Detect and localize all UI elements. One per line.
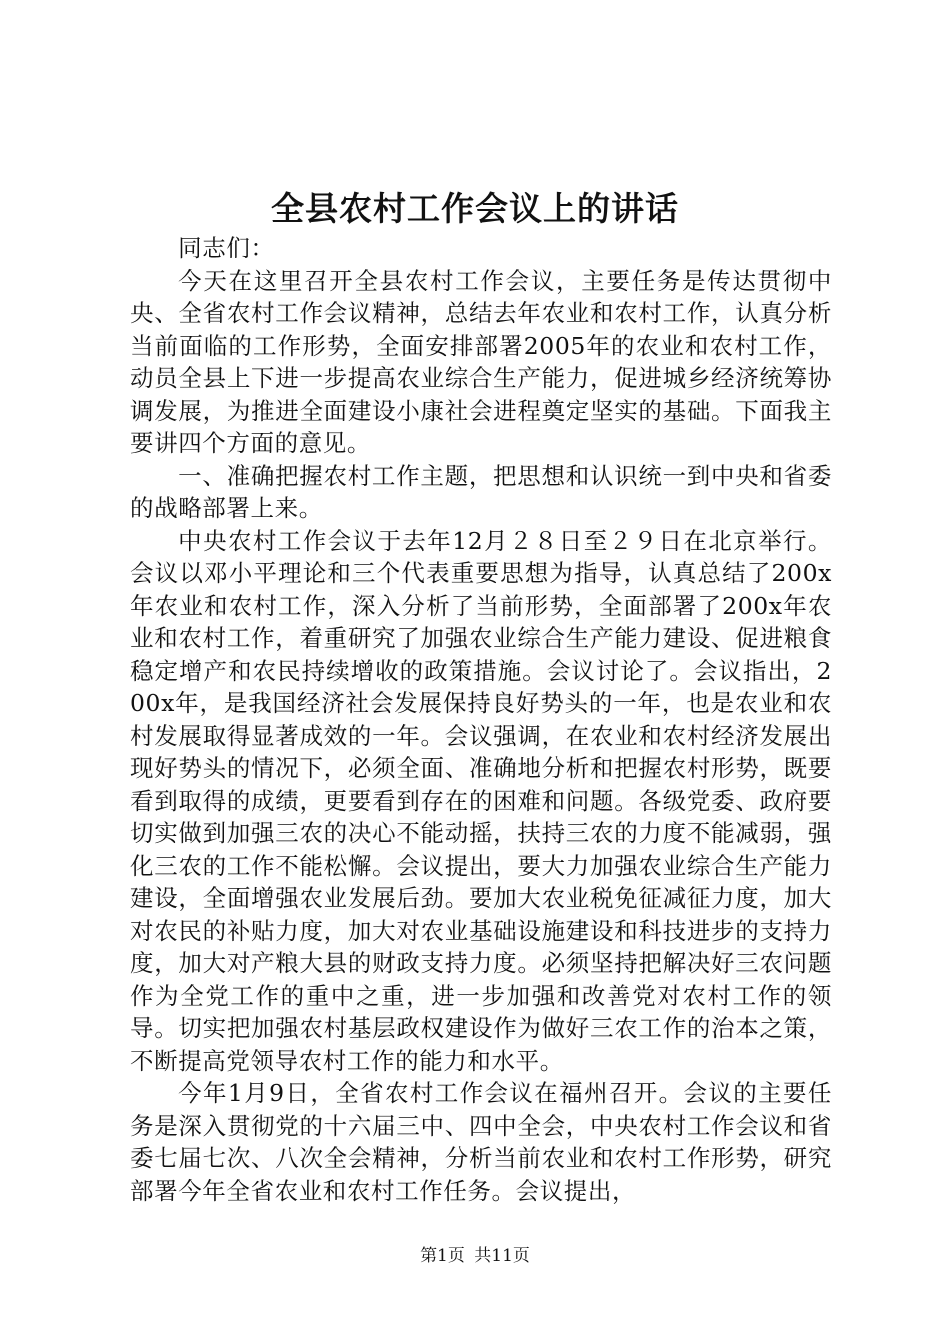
page-number: 第1页 bbox=[420, 1246, 465, 1266]
salutation: 同志们： bbox=[178, 234, 275, 262]
section-heading-1: 一、准确把握农村工作主题，把思想和认识统一到中央和省委的战略部署上来。 bbox=[130, 461, 832, 522]
page-footer bbox=[0, 1244, 950, 1268]
page-total: 共11页 bbox=[474, 1246, 530, 1266]
paragraph-central-meeting: 中央农村工作会议于去年12月２８日至２９日在北京举行。会议以邓小平理论和三个代表重要思想为指导，认真总结了200x年农业和农村工作，深入分析了当前形势，全面部署了200x年农业和农村工作，着重研究了加强农业综合生产能力建设、促进粮食稳定增产和农民持续增收的政策措施。会议讨论了。会议指出，200x年，是我国经济社会发展保持良好势头的一年，也是农业和农村发展取得显著成效的一年。会议强调，在农业和农村经济发展出现好势头的情况下，必须全面、准确地分析和把握农村形势，既要看到取得的成绩，更要看到存在的困难和问题。各级党委、政府要切实做到加强三农的决心不能动摇，扶持三农的力度不能减弱，强化三农的工作不能松懈。会议提出，要大力加强农业综合生产能力建设，全面增强农业发展后劲。要加大农业税免征减征力度，加大对农民的补贴力度，加大对农业基础设施建设和科技进步的支持力度，加大对产粮大县的财政支持力度。必须坚持把解决好三农问题作为全党工作的重中之重，进一步加强和改善党对农村工作的领导。切实把加强农村基层政权建设作为做好三农工作的治本之策，不断提高党领导农村工作的能力和水平。 bbox=[130, 526, 832, 1075]
document-title: 全县农村工作会议上的讲话 bbox=[271, 189, 679, 228]
paragraph-intro: 今天在这里召开全县农村工作会议，主要任务是传达贯彻中央、全省农村工作会议精神，总结去年农业和农村工作，认真分析当前面临的工作形势，全面安排部署2005年的农业和农村工作，动员全县上下进一步提高农业综合生产能力，促进城乡经济统筹协调发展，为推进全面建设小康社会进程奠定坚实的基础。下面我主要讲四个方面的意见。 bbox=[130, 266, 832, 457]
paragraph-provincial-meeting: 今年1月9日，全省农村工作会议在福州召开。会议的主要任务是深入贯彻党的十六届三中、四中全会，中央农村工作会议和省委七届七次、八次全会精神，分析当前农业和农村工作形势，研究部署今年全省农业和农村工作任务。会议提出， bbox=[130, 1079, 832, 1205]
document-body bbox=[130, 232, 832, 1207]
